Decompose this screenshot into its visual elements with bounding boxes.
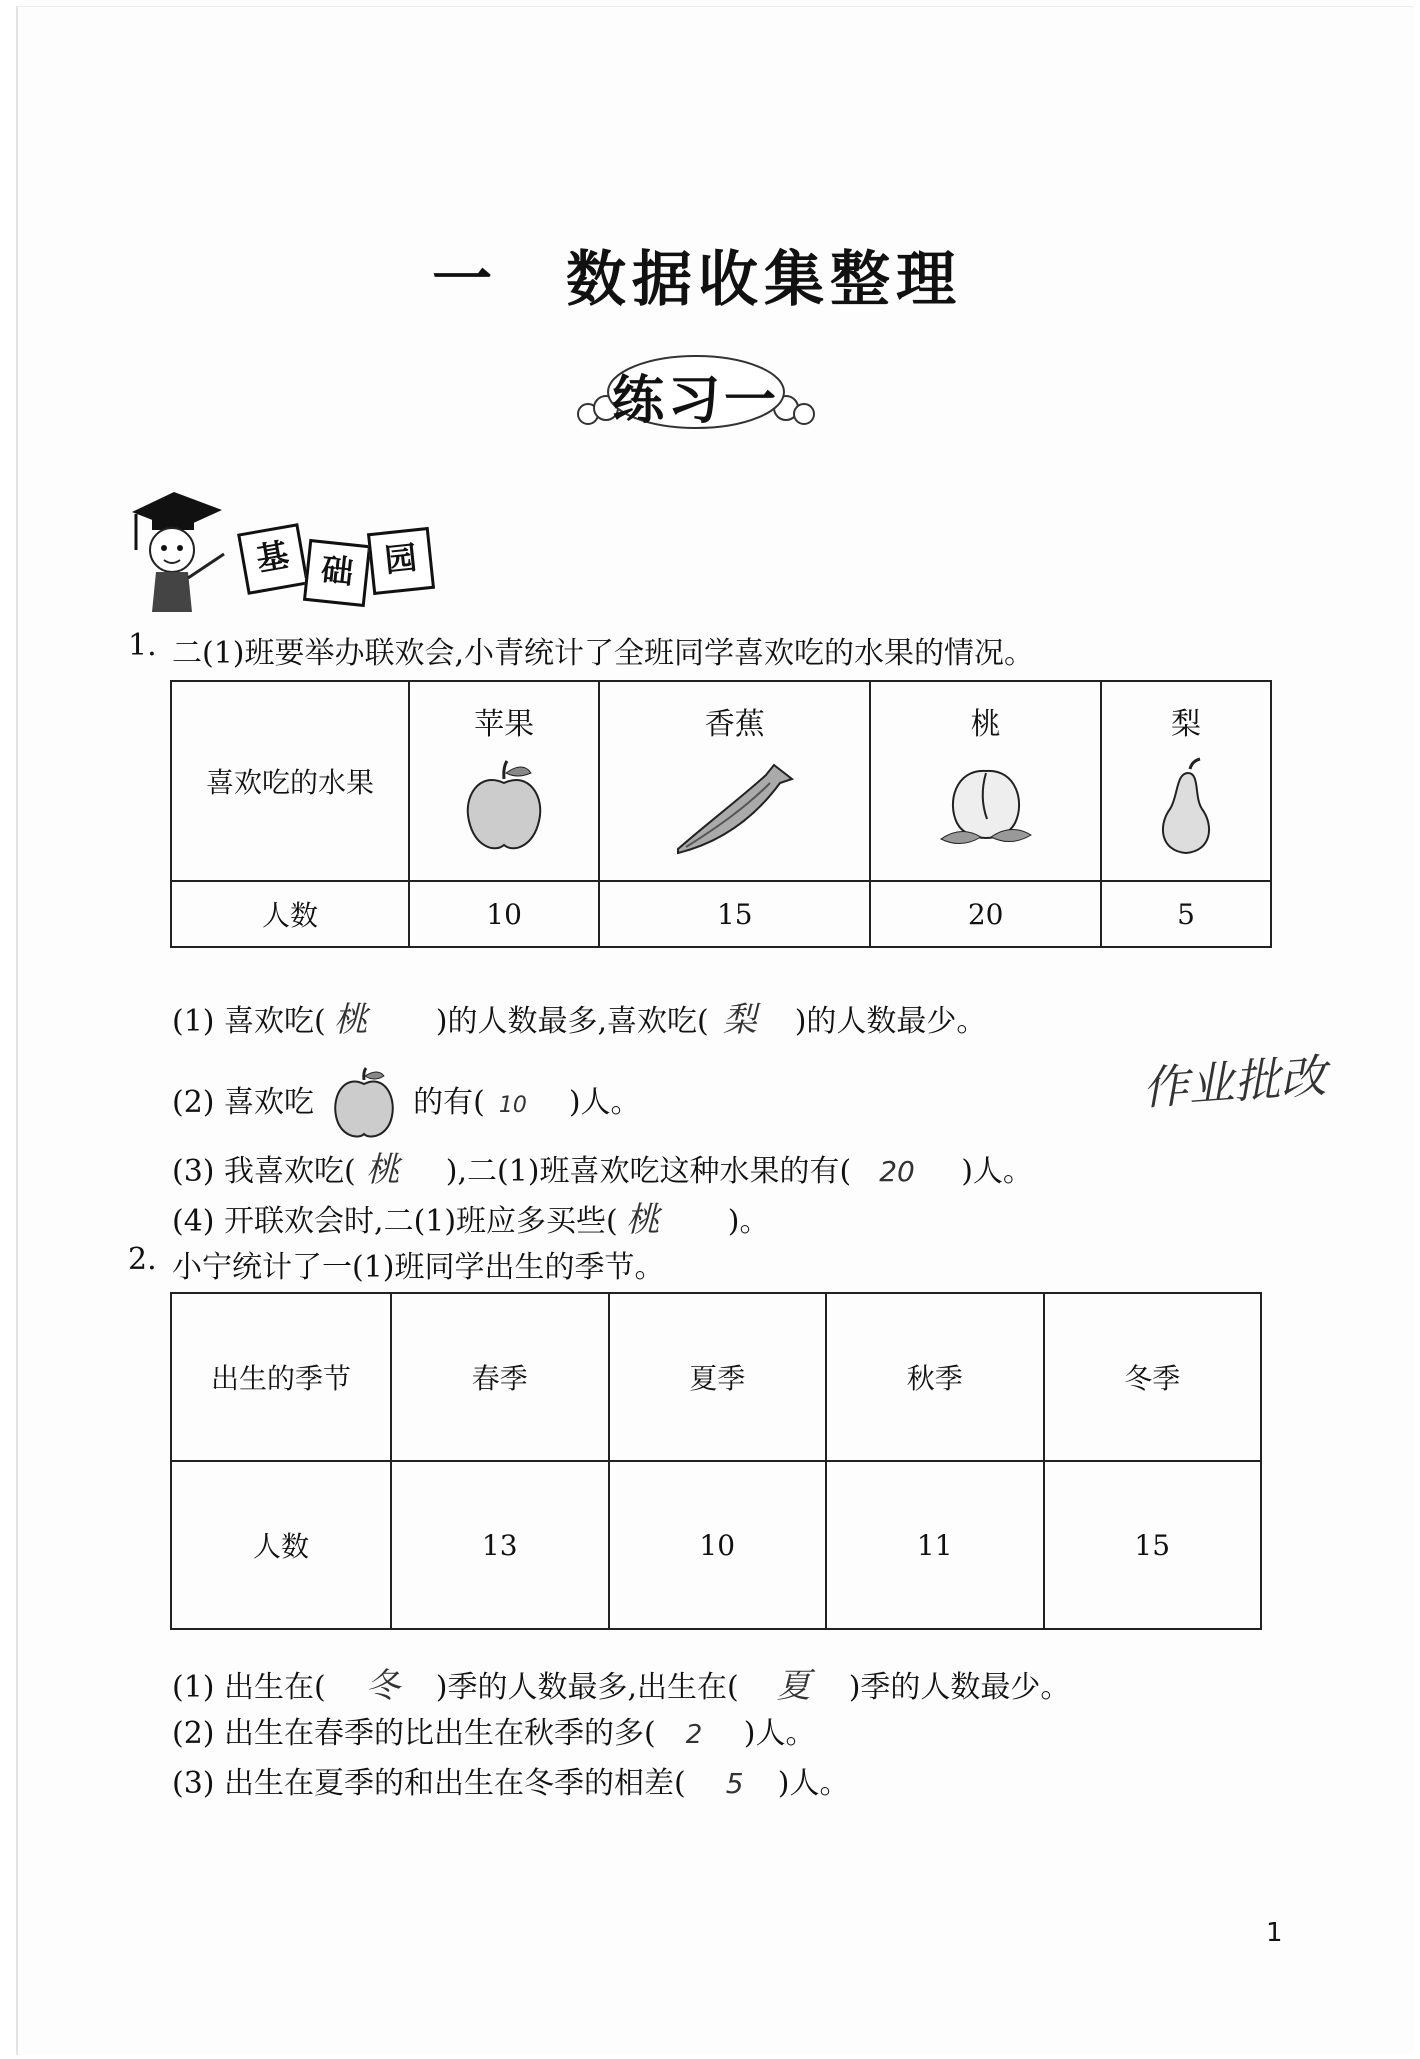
q1-fruit-name-banana: 香蕉 xyxy=(704,706,765,742)
q1-sub1-text-a: (1) 喜欢吃( xyxy=(172,1004,326,1039)
q1-fruit-cell-banana xyxy=(599,681,870,881)
q1-count-row xyxy=(171,881,1271,947)
apple-icon xyxy=(330,1066,398,1142)
graduate-mascot-icon xyxy=(126,472,236,622)
q2-count-winter: 15 xyxy=(1044,1461,1262,1629)
q1-prompt: 二(1)班要举办联欢会,小青统计了全班同学喜欢吃的水果的情况。 xyxy=(172,636,1035,671)
q2-sub3 xyxy=(172,1758,849,1802)
page-number: 1 xyxy=(1266,1918,1283,1948)
q1-sub1-text-c: )的人数最少。 xyxy=(794,1004,987,1039)
section-badge-char-2: 础 xyxy=(303,539,371,607)
q2-sub2 xyxy=(172,1708,815,1752)
q2-sub3-text-a: (3) 出生在夏季的和出生在冬季的相差( xyxy=(172,1766,686,1801)
q1-sub4 xyxy=(172,1192,770,1241)
q1-fruit-table xyxy=(170,680,1272,948)
q2-season-table xyxy=(170,1292,1262,1630)
q2-sub2-text-a: (2) 出生在春季的比出生在秋季的多( xyxy=(172,1716,656,1751)
q1-sub4-text-a: (4) 开联欢会时,二(1)班应多买些( xyxy=(172,1204,618,1239)
q2-sub2-answer: 2 xyxy=(685,1720,703,1750)
q1-sub3-text-a: (3) 我喜欢吃( xyxy=(172,1154,356,1189)
chapter-title: 数据收集整理 xyxy=(566,245,962,315)
q1-sub3-text-c: )人。 xyxy=(961,1154,1033,1189)
q2-prompt: 小宁统计了一(1)班同学出生的季节。 xyxy=(172,1250,665,1285)
q2-sub1-text-b: )季的人数最多,出生在( xyxy=(435,1670,739,1705)
q1-sub4-text-b: )。 xyxy=(727,1204,770,1239)
banana-icon xyxy=(670,757,800,857)
q2-season-spring: 春季 xyxy=(391,1293,609,1461)
q1-row-header-count: 人数 xyxy=(171,881,409,947)
q1-sub1-text-b: )的人数最多,喜欢吃( xyxy=(435,1004,709,1039)
q2-number: 2. xyxy=(128,1242,157,1277)
q1-count-apple: 10 xyxy=(409,881,599,947)
q1-row-header-fruit: 喜欢吃的水果 xyxy=(171,681,409,881)
q1-sub3 xyxy=(172,1142,1033,1191)
lesson-badge-text: 练习一 xyxy=(611,371,780,431)
q1-sub3-answer-2: 20 xyxy=(879,1155,915,1188)
q2-row-header-season: 出生的季节 xyxy=(171,1293,391,1461)
q2-sub2-text-b: )人。 xyxy=(743,1716,816,1751)
section-badge-char-1: 基 xyxy=(237,523,309,595)
q1-sub3-text-b: ),二(1)班喜欢吃这种水果的有( xyxy=(445,1154,852,1189)
q2-season-winter: 冬季 xyxy=(1044,1293,1262,1461)
q2-sub1-text-a: (1) 出生在( xyxy=(172,1670,326,1705)
q2-sub1-answer-1: 冬 xyxy=(365,1666,400,1706)
q1-sub1-answer-2: 梨 xyxy=(722,1000,757,1040)
q1-sub1 xyxy=(172,992,986,1041)
q1-sub2-answer: 10 xyxy=(498,1093,527,1118)
q2-row-header-count: 人数 xyxy=(171,1461,391,1629)
q2-count-spring: 13 xyxy=(391,1461,609,1629)
section-badge-char-3: 园 xyxy=(367,527,435,595)
q1-fruit-row xyxy=(171,681,1271,881)
apple-icon xyxy=(459,757,549,857)
q2-count-autumn: 11 xyxy=(826,1461,1044,1629)
q2-sub1-text-c: )季的人数最少。 xyxy=(848,1670,1071,1705)
q2-season-autumn: 秋季 xyxy=(826,1293,1044,1461)
chapter-number: 一 xyxy=(432,245,498,315)
q1-sub2-text-c: )人。 xyxy=(568,1085,641,1120)
q2-sub1 xyxy=(172,1658,1070,1707)
q2-season-row xyxy=(171,1293,1261,1461)
q1-count-pear: 5 xyxy=(1101,881,1271,947)
q1-fruit-cell-peach xyxy=(870,681,1101,881)
q2-sub3-text-b: )人。 xyxy=(777,1766,850,1801)
q1-sub2-text-b: 的有( xyxy=(413,1085,485,1120)
q1-fruit-name-apple: 苹果 xyxy=(474,706,535,742)
q1-fruit-name-pear: 梨 xyxy=(1171,706,1201,742)
q1-count-peach: 20 xyxy=(870,881,1101,947)
q1-count-banana: 15 xyxy=(599,881,870,947)
q2-count-summer: 10 xyxy=(609,1461,827,1629)
pear-icon xyxy=(1146,757,1226,857)
q1-sub3-answer-1: 桃 xyxy=(365,1150,400,1190)
teacher-signature: 作业批改 xyxy=(1140,1048,1328,1116)
lesson-badge xyxy=(566,352,826,432)
q1-sub2-text-a: (2) 喜欢吃 xyxy=(172,1085,315,1120)
q2-sub3-answer: 5 xyxy=(725,1767,744,1800)
q1-fruit-cell-apple xyxy=(409,681,599,881)
q1-fruit-cell-pear xyxy=(1101,681,1271,881)
q2-season-summer: 夏季 xyxy=(609,1293,827,1461)
q1-sub1-answer-1: 桃 xyxy=(333,1000,368,1040)
q1-sub4-answer: 桃 xyxy=(625,1200,660,1240)
q1-number: 1. xyxy=(128,628,157,663)
q1-sub2 xyxy=(172,1066,641,1142)
section-badge xyxy=(126,472,426,622)
peach-icon xyxy=(931,757,1041,857)
q2-count-row xyxy=(171,1461,1261,1629)
q1-fruit-name-peach: 桃 xyxy=(970,706,1001,742)
q2-sub1-answer-2: 夏 xyxy=(776,1666,811,1706)
